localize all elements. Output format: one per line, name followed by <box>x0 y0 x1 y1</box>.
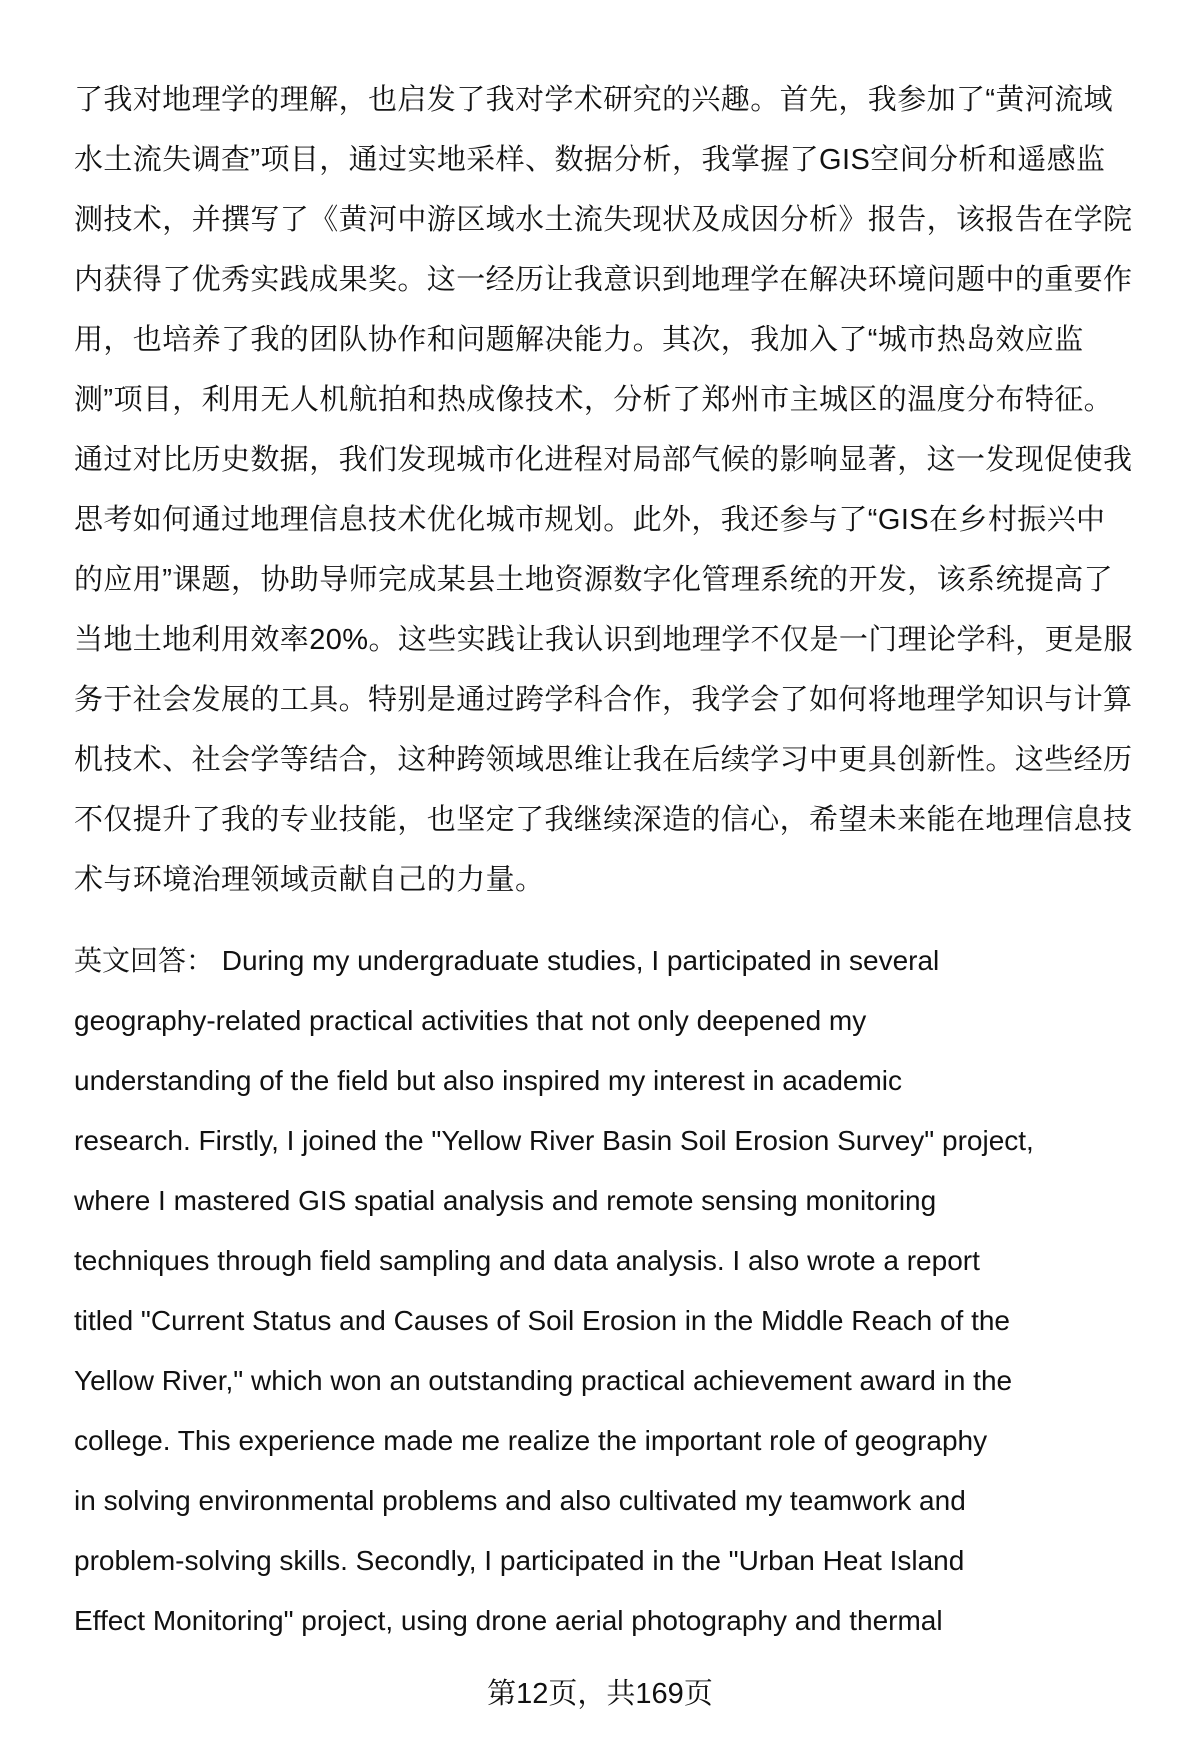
text-line: in solving environmental problems and also cultivated my teamwork and <box>74 1485 966 1516</box>
text-line: Effect Monitoring" project, using drone aerial photography and thermal <box>74 1605 943 1636</box>
text-line: 的应用”课题，协助导师完成某县土地资源数字化管理系统的开发，该系统提高了 <box>74 564 1114 596</box>
text-line: 机技术、社会学等结合，这种跨领域思维让我在后续学习中更具创新性。这些经历 <box>74 744 1133 776</box>
text-line: 术与环境治理领域贡献自己的力量。 <box>74 864 545 896</box>
text-line: 务于社会发展的工具。特别是通过跨学科合作，我学会了如何将地理学知识与计算 <box>74 684 1133 716</box>
text-line: 测”项目，利用无人机航拍和热成像技术，分析了郑州市主城区的温度分布特征。 <box>74 384 1114 416</box>
text-line: techniques through field sampling and data analysis. I also wrote a report <box>74 1245 980 1276</box>
text-line: Yellow River," which won an outstanding practical achievement award in the <box>74 1365 1013 1396</box>
text-line: 当地土地利用效率20%。这些实践让我认识到地理学不仅是一门理论学科，更是服 <box>74 624 1133 656</box>
text-line: understanding of the field but also inspired my interest in academic <box>74 1065 903 1096</box>
text-line: college. This experience made me realize the important role of geography <box>74 1425 988 1456</box>
text-line: 了我对地理学的理解，也启发了我对学术研究的兴趣。首先，我参加了“黄河流域 <box>74 84 1114 116</box>
text-line: 通过对比历史数据，我们发现城市化进程对局部气候的影响显著，这一发现促使我 <box>74 444 1133 476</box>
text-line: 内获得了优秀实践成果奖。这一经历让我意识到地理学在解决环境问题中的重要作 <box>74 264 1133 296</box>
text-line: geography-related practical activities that not only deepened my <box>74 1005 867 1036</box>
text-line: where I mastered GIS spatial analysis and remote sensing monitoring <box>74 1185 937 1216</box>
page-number: 第12页，共169页 <box>487 1678 713 1710</box>
text-line: 水土流失调查”项目，通过实地采样、数据分析，我掌握了GIS空间分析和遥感监 <box>74 144 1106 176</box>
text-line: 英文回答： During my undergraduate studies, I participated in several <box>74 945 940 976</box>
text-line: 思考如何通过地理信息技术优化城市规划。此外，我还参与了“GIS在乡村振兴中 <box>74 504 1106 536</box>
text-line: 不仅提升了我的专业技能，也坚定了我继续深造的信心，希望未来能在地理信息技 <box>74 804 1133 836</box>
text-line: problem-solving skills. Secondly, I participated in the "Urban Heat Island <box>74 1545 965 1576</box>
text-line: research. Firstly, I joined the "Yellow River Basin Soil Erosion Survey" project, <box>74 1125 1034 1156</box>
text-line: titled "Current Status and Causes of Soil Erosion in the Middle Reach of the <box>74 1305 1011 1336</box>
text-line: 用，也培养了我的团队协作和问题解决能力。其次，我加入了“城市热岛效应监 <box>74 324 1084 356</box>
text-line: 测技术，并撰写了《黄河中游区域水土流失现状及成因分析》报告，该报告在学院 <box>74 204 1133 236</box>
